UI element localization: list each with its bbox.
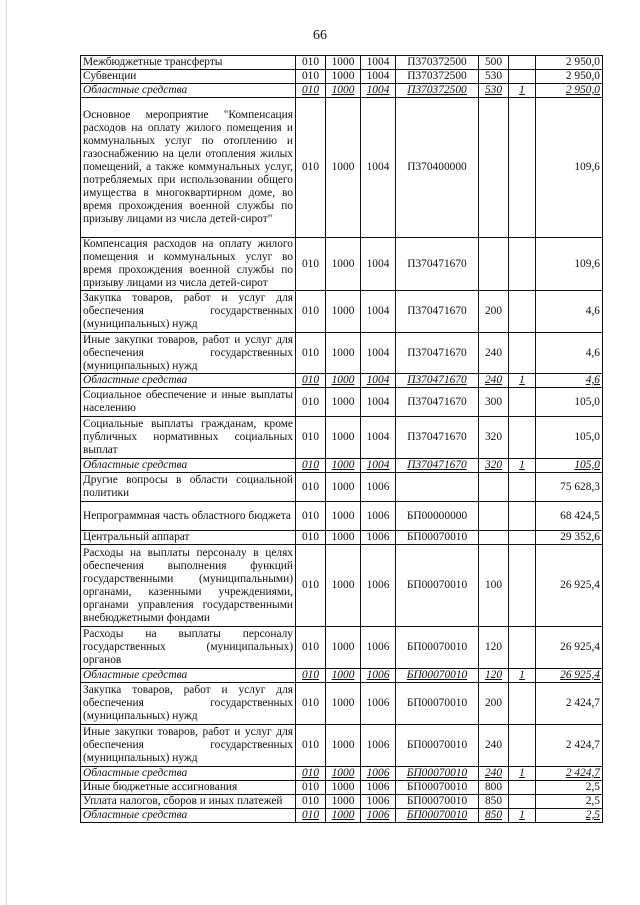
subsection-code-cell: 1004 bbox=[361, 374, 396, 388]
row-name-cell: Иные бюджетные ассигнования bbox=[81, 781, 296, 795]
row-name-cell: Субвенции bbox=[81, 70, 296, 84]
target-article-cell: П370471670 bbox=[396, 388, 479, 417]
expense-type-cell: 120 bbox=[479, 627, 509, 669]
amount-cell: 26 925,4 bbox=[536, 627, 603, 669]
funding-source-cell: 1 bbox=[509, 669, 536, 683]
ministry-code-cell: 010 bbox=[296, 238, 326, 291]
amount-cell: 105,0 bbox=[536, 388, 603, 417]
funding-source-cell bbox=[509, 56, 536, 70]
funding-source-cell: 1 bbox=[509, 459, 536, 473]
subsection-code-cell: 1006 bbox=[361, 809, 396, 823]
subsection-code-cell: 1006 bbox=[361, 767, 396, 781]
expense-type-cell: 530 bbox=[479, 84, 509, 98]
amount-cell: 2 950,0 bbox=[536, 56, 603, 70]
page-number: 66 bbox=[313, 28, 327, 43]
ministry-code-cell: 010 bbox=[296, 545, 326, 627]
table-row bbox=[81, 767, 603, 781]
target-article-cell: П370400000 bbox=[396, 98, 479, 238]
row-name-cell: Уплата налогов, сборов и иных платежей bbox=[81, 795, 296, 809]
ministry-code-cell: 010 bbox=[296, 502, 326, 531]
row-name-cell: Закупка товаров, работ и услуг для обеспечения государственных (муниципальных) нужд bbox=[81, 683, 296, 725]
row-name-cell: Иные закупки товаров, работ и услуг для обеспечения государственных (муниципальных) нужд bbox=[81, 725, 296, 767]
row-name-cell: Областные средства bbox=[81, 459, 296, 473]
target-article-cell bbox=[396, 473, 479, 502]
expense-type-cell: 200 bbox=[479, 683, 509, 725]
target-article-cell: П370471670 bbox=[396, 333, 479, 374]
target-article-cell: БП00070010 bbox=[396, 683, 479, 725]
ministry-code-cell: 010 bbox=[296, 374, 326, 388]
expense-type-cell: 240 bbox=[479, 725, 509, 767]
table-row bbox=[81, 388, 603, 417]
funding-source-cell bbox=[509, 502, 536, 531]
target-article-cell: П370471670 bbox=[396, 374, 479, 388]
expense-type-cell: 300 bbox=[479, 388, 509, 417]
target-article-cell: БП00000000 bbox=[396, 502, 479, 531]
funding-source-cell bbox=[509, 238, 536, 291]
ministry-code-cell: 010 bbox=[296, 333, 326, 374]
expense-type-cell: 320 bbox=[479, 459, 509, 473]
ministry-code-cell: 010 bbox=[296, 56, 326, 70]
amount-cell: 2 424,7 bbox=[536, 725, 603, 767]
row-name-cell: Межбюджетные трансферты bbox=[81, 56, 296, 70]
subsection-code-cell: 1004 bbox=[361, 333, 396, 374]
funding-source-cell bbox=[509, 545, 536, 627]
amount-cell: 75 628,3 bbox=[536, 473, 603, 502]
amount-cell: 4,6 bbox=[536, 291, 603, 333]
funding-source-cell bbox=[509, 417, 536, 459]
table-row bbox=[81, 502, 603, 531]
funding-source-cell bbox=[509, 795, 536, 809]
funding-source-cell bbox=[509, 725, 536, 767]
row-name-cell: Центральный аппарат bbox=[81, 531, 296, 545]
target-article-cell: БП00070010 bbox=[396, 781, 479, 795]
funding-source-cell: 1 bbox=[509, 809, 536, 823]
target-article-cell: П370471670 bbox=[396, 459, 479, 473]
section-code-cell: 1000 bbox=[326, 767, 361, 781]
amount-cell: 4,6 bbox=[536, 374, 603, 388]
amount-cell: 105,0 bbox=[536, 417, 603, 459]
subsection-code-cell: 1006 bbox=[361, 473, 396, 502]
section-code-cell: 1000 bbox=[326, 473, 361, 502]
expense-type-cell: 320 bbox=[479, 417, 509, 459]
amount-cell: 2 424,7 bbox=[536, 683, 603, 725]
amount-cell: 26 925,4 bbox=[536, 669, 603, 683]
ministry-code-cell: 010 bbox=[296, 725, 326, 767]
expense-type-cell bbox=[479, 473, 509, 502]
amount-cell: 109,6 bbox=[536, 98, 603, 238]
table-row bbox=[81, 545, 603, 627]
funding-source-cell bbox=[509, 388, 536, 417]
amount-cell: 105,0 bbox=[536, 459, 603, 473]
funding-source-cell bbox=[509, 291, 536, 333]
section-code-cell: 1000 bbox=[326, 795, 361, 809]
target-article-cell: БП00070010 bbox=[396, 545, 479, 627]
table-row bbox=[81, 333, 603, 374]
target-article-cell: БП00070010 bbox=[396, 725, 479, 767]
target-article-cell: БП00070010 bbox=[396, 809, 479, 823]
amount-cell: 2 424,7 bbox=[536, 767, 603, 781]
budget-table bbox=[80, 55, 603, 823]
subsection-code-cell: 1004 bbox=[361, 417, 396, 459]
row-name-cell: Областные средства bbox=[81, 84, 296, 98]
table-row bbox=[81, 795, 603, 809]
section-code-cell: 1000 bbox=[326, 70, 361, 84]
subsection-code-cell: 1004 bbox=[361, 98, 396, 238]
row-name-cell: Областные средства bbox=[81, 809, 296, 823]
section-code-cell: 1000 bbox=[326, 531, 361, 545]
expense-type-cell bbox=[479, 98, 509, 238]
table-row bbox=[81, 291, 603, 333]
amount-cell: 68 424,5 bbox=[536, 502, 603, 531]
target-article-cell: БП00070010 bbox=[396, 669, 479, 683]
section-code-cell: 1000 bbox=[326, 56, 361, 70]
section-code-cell: 1000 bbox=[326, 725, 361, 767]
row-name-cell: Областные средства bbox=[81, 767, 296, 781]
amount-cell: 2,5 bbox=[536, 795, 603, 809]
section-code-cell: 1000 bbox=[326, 627, 361, 669]
ministry-code-cell: 010 bbox=[296, 417, 326, 459]
table-row bbox=[81, 781, 603, 795]
table-row bbox=[81, 417, 603, 459]
amount-cell: 4,6 bbox=[536, 333, 603, 374]
expense-type-cell bbox=[479, 502, 509, 531]
ministry-code-cell: 010 bbox=[296, 669, 326, 683]
expense-type-cell: 200 bbox=[479, 291, 509, 333]
expense-type-cell: 800 bbox=[479, 781, 509, 795]
funding-source-cell: 1 bbox=[509, 84, 536, 98]
target-article-cell: П370372500 bbox=[396, 84, 479, 98]
table-row bbox=[81, 725, 603, 767]
target-article-cell: П370471670 bbox=[396, 417, 479, 459]
table-row bbox=[81, 374, 603, 388]
ministry-code-cell: 010 bbox=[296, 781, 326, 795]
row-name-cell: Иные закупки товаров, работ и услуг для обеспечения государственных (муниципальных) нужд bbox=[81, 333, 296, 374]
row-name-cell: Компенсация расходов на оплату жилого помещения и коммунальных услуг во время прохождения военной службы по призыву лицами из числа детей-сирот bbox=[81, 238, 296, 291]
table-row bbox=[81, 459, 603, 473]
section-code-cell: 1000 bbox=[326, 669, 361, 683]
funding-source-cell bbox=[509, 333, 536, 374]
ministry-code-cell: 010 bbox=[296, 473, 326, 502]
section-code-cell: 1000 bbox=[326, 291, 361, 333]
table-row bbox=[81, 238, 603, 291]
funding-source-cell bbox=[509, 683, 536, 725]
table-row bbox=[81, 683, 603, 725]
row-name-cell: Непрограммная часть областного бюджета bbox=[81, 502, 296, 531]
ministry-code-cell: 010 bbox=[296, 809, 326, 823]
amount-cell: 2 950,0 bbox=[536, 70, 603, 84]
subsection-code-cell: 1004 bbox=[361, 388, 396, 417]
subsection-code-cell: 1006 bbox=[361, 725, 396, 767]
row-name-cell: Расходы на выплаты персоналу государственных (муниципальных) органов bbox=[81, 627, 296, 669]
ministry-code-cell: 010 bbox=[296, 70, 326, 84]
section-code-cell: 1000 bbox=[326, 417, 361, 459]
subsection-code-cell: 1004 bbox=[361, 459, 396, 473]
amount-cell: 2,5 bbox=[536, 809, 603, 823]
target-article-cell: БП00070010 bbox=[396, 627, 479, 669]
table-row bbox=[81, 70, 603, 84]
section-code-cell: 1000 bbox=[326, 98, 361, 238]
amount-cell: 26 925,4 bbox=[536, 545, 603, 627]
target-article-cell: П370471670 bbox=[396, 291, 479, 333]
expense-type-cell: 500 bbox=[479, 56, 509, 70]
expense-type-cell: 850 bbox=[479, 809, 509, 823]
subsection-code-cell: 1004 bbox=[361, 84, 396, 98]
expense-type-cell: 240 bbox=[479, 767, 509, 781]
expense-type-cell: 850 bbox=[479, 795, 509, 809]
table-row bbox=[81, 809, 603, 823]
table-row bbox=[81, 56, 603, 70]
expense-type-cell: 240 bbox=[479, 374, 509, 388]
ministry-code-cell: 010 bbox=[296, 531, 326, 545]
ministry-code-cell: 010 bbox=[296, 84, 326, 98]
section-code-cell: 1000 bbox=[326, 809, 361, 823]
section-code-cell: 1000 bbox=[326, 333, 361, 374]
ministry-code-cell: 010 bbox=[296, 98, 326, 238]
subsection-code-cell: 1006 bbox=[361, 781, 396, 795]
amount-cell: 2,5 bbox=[536, 781, 603, 795]
scan-edge-line bbox=[6, 0, 7, 905]
table-row bbox=[81, 84, 603, 98]
ministry-code-cell: 010 bbox=[296, 388, 326, 417]
target-article-cell: П370471670 bbox=[396, 238, 479, 291]
target-article-cell: П370372500 bbox=[396, 70, 479, 84]
table-row bbox=[81, 473, 603, 502]
section-code-cell: 1000 bbox=[326, 388, 361, 417]
section-code-cell: 1000 bbox=[326, 781, 361, 795]
subsection-code-cell: 1006 bbox=[361, 502, 396, 531]
ministry-code-cell: 010 bbox=[296, 459, 326, 473]
subsection-code-cell: 1006 bbox=[361, 683, 396, 725]
row-name-cell: Областные средства bbox=[81, 374, 296, 388]
section-code-cell: 1000 bbox=[326, 238, 361, 291]
expense-type-cell bbox=[479, 238, 509, 291]
subsection-code-cell: 1006 bbox=[361, 627, 396, 669]
section-code-cell: 1000 bbox=[326, 374, 361, 388]
section-code-cell: 1000 bbox=[326, 459, 361, 473]
funding-source-cell bbox=[509, 781, 536, 795]
ministry-code-cell: 010 bbox=[296, 795, 326, 809]
amount-cell: 109,6 bbox=[536, 238, 603, 291]
row-name-cell: Областные средства bbox=[81, 669, 296, 683]
target-article-cell: П370372500 bbox=[396, 56, 479, 70]
expense-type-cell: 240 bbox=[479, 333, 509, 374]
expense-type-cell: 530 bbox=[479, 70, 509, 84]
expense-type-cell: 100 bbox=[479, 545, 509, 627]
subsection-code-cell: 1006 bbox=[361, 545, 396, 627]
funding-source-cell: 1 bbox=[509, 767, 536, 781]
subsection-code-cell: 1004 bbox=[361, 56, 396, 70]
subsection-code-cell: 1004 bbox=[361, 238, 396, 291]
subsection-code-cell: 1006 bbox=[361, 669, 396, 683]
row-name-cell: Расходы на выплаты персоналу в целях обеспечения выполнения функций государственными (муниципальными) органами, казенными учреждениями, органами управления государственными внебюджетными фондами bbox=[81, 545, 296, 627]
row-name-cell: Основное мероприятие "Компенсация расходов на оплату жилого помещения и коммунальных услуг по отоплению и газоснабжению на цели отопления жилых помещений, а также коммунальных услуг, потребляемых при использовании общего имущества в многоквартирном доме, во время прохождения военной службы по призыву лицами из числа детей-сирот" bbox=[81, 98, 296, 238]
table-row bbox=[81, 627, 603, 669]
expense-type-cell: 120 bbox=[479, 669, 509, 683]
funding-source-cell bbox=[509, 531, 536, 545]
subsection-code-cell: 1004 bbox=[361, 291, 396, 333]
ministry-code-cell: 010 bbox=[296, 767, 326, 781]
row-name-cell: Другие вопросы в области социальной политики bbox=[81, 473, 296, 502]
funding-source-cell: 1 bbox=[509, 374, 536, 388]
row-name-cell: Социальные выплаты гражданам, кроме публичных нормативных социальных выплат bbox=[81, 417, 296, 459]
target-article-cell: БП00070010 bbox=[396, 767, 479, 781]
funding-source-cell bbox=[509, 627, 536, 669]
row-name-cell: Социальное обеспечение и иные выплаты населению bbox=[81, 388, 296, 417]
funding-source-cell bbox=[509, 473, 536, 502]
ministry-code-cell: 010 bbox=[296, 291, 326, 333]
subsection-code-cell: 1004 bbox=[361, 70, 396, 84]
row-name-cell: Закупка товаров, работ и услуг для обеспечения государственных (муниципальных) нужд bbox=[81, 291, 296, 333]
section-code-cell: 1000 bbox=[326, 502, 361, 531]
table-row bbox=[81, 98, 603, 238]
subsection-code-cell: 1006 bbox=[361, 795, 396, 809]
ministry-code-cell: 010 bbox=[296, 627, 326, 669]
target-article-cell: БП00070010 bbox=[396, 795, 479, 809]
funding-source-cell bbox=[509, 98, 536, 238]
section-code-cell: 1000 bbox=[326, 545, 361, 627]
section-code-cell: 1000 bbox=[326, 84, 361, 98]
table-row bbox=[81, 531, 603, 545]
funding-source-cell bbox=[509, 70, 536, 84]
expense-type-cell bbox=[479, 531, 509, 545]
section-code-cell: 1000 bbox=[326, 683, 361, 725]
target-article-cell: БП00070010 bbox=[396, 531, 479, 545]
subsection-code-cell: 1006 bbox=[361, 531, 396, 545]
amount-cell: 2 950,0 bbox=[536, 84, 603, 98]
amount-cell: 29 352,6 bbox=[536, 531, 603, 545]
ministry-code-cell: 010 bbox=[296, 683, 326, 725]
table-row bbox=[81, 669, 603, 683]
